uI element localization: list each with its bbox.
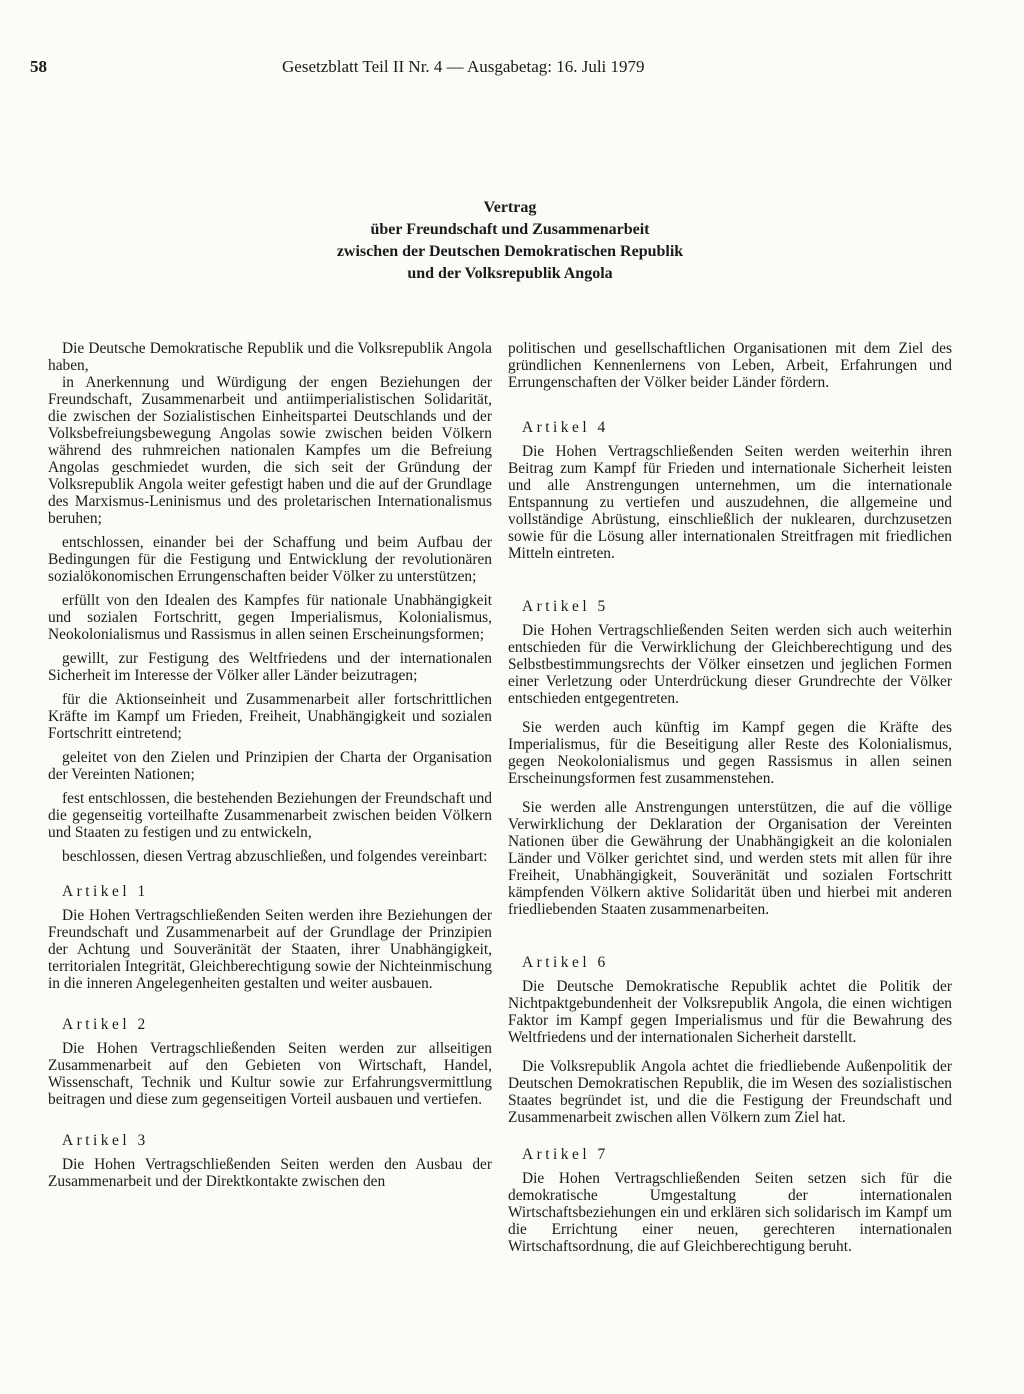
- article-paragraph: Die Deutsche Demokratische Republik achtet die Politik der Nichtpaktgebundenheit der Volksrepublik Angola, die einen wichtigen Faktor im Kampf gegen Imperialismus und für die Bewahrung des Weltfriedens und der internationalen Sicherheit darstellt.: [508, 978, 952, 1046]
- article-heading: Artikel 1: [62, 883, 149, 900]
- title-line: Vertrag: [483, 199, 537, 216]
- preamble-paragraph: gewillt, zur Festigung des Weltfriedens und der internationalen Sicherheit im Interesse der Völker aller Länder beizutragen;: [48, 650, 492, 684]
- preamble-paragraph: in Anerkennung und Würdigung der engen Beziehungen der Freundschaft, Zusammenarbeit und antiimperialistischen Solidarität, die zwischen der Sozialistischen Einheitspartei Deutschlands und der Volksbefreiungsbewegung Angolas sowie zwischen beiden Völkern während des ruhmreichen nationalen Kampfes um die Befreiung Angolas geschmiedet wurden, die sich seit der Gründung der Volksrepublik Angola weiter gefestigt haben und die auf der Grundlage des Marxismus-Leninismus und des proletarischen Internationalismus beruhen;: [48, 374, 492, 527]
- article-heading: Artikel 7: [522, 1146, 609, 1163]
- preamble-paragraph: entschlossen, einander bei der Schaffung und beim Aufbau der Bedingungen für die Festigung und Entwicklung der revolutionären sozialökonomischen Errungenschaften beider Völker zu unterstützen;: [48, 534, 492, 585]
- article-paragraph: Die Hohen Vertragschließenden Seiten werden zur allseitigen Zusammenarbeit auf den Gebieten von Wirtschaft, Handel, Wissenschaft, Technik und Kultur sowie zur Erfahrungsvermittlung beitragen und diese zum gegenseitigen Vorteil ausbauen und vertiefen.: [48, 1040, 492, 1108]
- title-line: über Freundschaft und Zusammenarbeit: [370, 221, 650, 238]
- article-heading: Artikel 5: [522, 598, 609, 615]
- right-column: [508, 340, 952, 1255]
- document-title: [230, 197, 790, 285]
- article-paragraph: politischen und gesellschaftlichen Organisationen mit dem Ziel des gründlichen Kennenlernens von Leben, Arbeit, Erfahrungen und Errungenschaften der Völker beider Länder fördern.: [508, 340, 952, 391]
- preamble-paragraph: fest entschlossen, die bestehenden Beziehungen der Freundschaft und die gegenseitig vorteilhafte Zusammenarbeit zwischen beiden Völkern und Staaten zu festigen und zu entwickeln,: [48, 790, 492, 841]
- article-heading: Artikel 2: [62, 1016, 149, 1033]
- preamble-paragraph: Die Deutsche Demokratische Republik und die Volksrepublik Angola haben,: [48, 340, 492, 374]
- article-heading: Artikel 4: [522, 419, 609, 436]
- title-line: und der Volksrepublik Angola: [407, 265, 613, 282]
- preamble-paragraph: beschlossen, diesen Vertrag abzuschließen, und folgendes vereinbart:: [62, 848, 488, 865]
- article-paragraph: Die Hohen Vertragschließenden Seiten werden den Ausbau der Zusammenarbeit und der Direktkontakte zwischen den: [48, 1156, 492, 1190]
- article-paragraph: Die Hohen Vertragschließenden Seiten werden sich auch weiterhin entschieden für die Verwirklichung der Gleichberechtigung und des Selbstbestimmungsrechts der Völker einsetzen und jeglichen Formen einer Verletzung oder Unterdrückung dieser Grundrechte der Völker entschieden entgegentreten.: [508, 622, 952, 707]
- article-paragraph: Die Volksrepublik Angola achtet die friedliebende Außenpolitik der Deutschen Demokratischen Republik, die im Wesen des sozialistischen Staates begründet ist, und die die Festigung der Freundschaft und Zusammenarbeit zwischen allen Völkern zum Ziel hat.: [508, 1058, 952, 1126]
- page-number: 58: [30, 57, 47, 76]
- article-paragraph: Die Hohen Vertragschließenden Seiten werden weiterhin ihren Beitrag zum Kampf für Frieden und internationale Sicherheit leisten und alle Anstrengungen unternehmen, um die internationale Entspannung zu vertiefen und auszudehnen, die allgemeine und vollständige Abrüstung, einschließlich der nuklearen, durchzusetzen sowie für die Lösung aller internationalen Streitfragen mit friedlichen Mitteln eintreten.: [508, 443, 952, 562]
- running-header: Gesetzblatt Teil II Nr. 4 — Ausgabetag: 16. Juli 1979: [282, 57, 645, 76]
- article-paragraph: Sie werden auch künftig im Kampf gegen die Kräfte des Imperialismus, für die Beseitigung aller Reste des Kolonialismus, gegen Neokolonialismus und gegen Rassismus in allen seinen Erscheinungsformen fest zusammenstehen.: [508, 719, 952, 787]
- preamble-paragraph: erfüllt von den Idealen des Kampfes für nationale Unabhängigkeit und sozialen Fortschritt, gegen Imperialismus, Kolonialismus, Neokolonialismus und Rassismus in allen seinen Erscheinungsformen;: [48, 592, 492, 643]
- preamble-paragraph: geleitet von den Zielen und Prinzipien der Charta der Organisation der Vereinten Nationen;: [48, 749, 492, 783]
- left-column: [48, 340, 492, 1190]
- article-heading: Artikel 6: [522, 954, 609, 971]
- article-paragraph: Die Hohen Vertragschließenden Seiten setzen sich für die demokratische Umgestaltung der internationalen Wirtschaftsbeziehungen ein und erklären sich solidarisch im Kampf um die Errichtung einer neuen, gerechteren internationalen Wirtschaftsordnung, die auf Gleichberechtigung beruht.: [508, 1170, 952, 1255]
- article-paragraph: Die Hohen Vertragschließenden Seiten werden ihre Beziehungen der Freundschaft und Zusammenarbeit auf der Grundlage der Prinzipien der Achtung und Souveränität der Staaten, ihrer Unabhängigkeit, territorialen Integrität, Gleichberechtigung sowie der Nichteinmischung in die inneren Angelegenheiten gestalten und weiter ausbauen.: [48, 907, 492, 992]
- title-line: zwischen der Deutschen Demokratischen Republik: [336, 243, 684, 260]
- preamble-paragraph: für die Aktionseinheit und Zusammenarbeit aller fortschrittlichen Kräfte im Kampf um Frieden, Freiheit, Unabhängigkeit und sozialen Fortschritt eintretend;: [48, 691, 492, 742]
- article-heading: Artikel 3: [62, 1132, 149, 1149]
- article-paragraph: Sie werden alle Anstrengungen unterstützen, die auf die völlige Verwirklichung der Deklaration der Organisation der Vereinten Nationen über die Gewährung der Unabhängigkeit an die kolonialen Länder und Völker gerichtet sind, und werden stets mit allen für ihre Freiheit, Unabhängigkeit, Souveränität und sozialen Fortschritt kämpfenden Völkern aktive Solidarität üben und hierbei mit anderen friedliebenden Staaten zusammenarbeiten.: [508, 799, 952, 918]
